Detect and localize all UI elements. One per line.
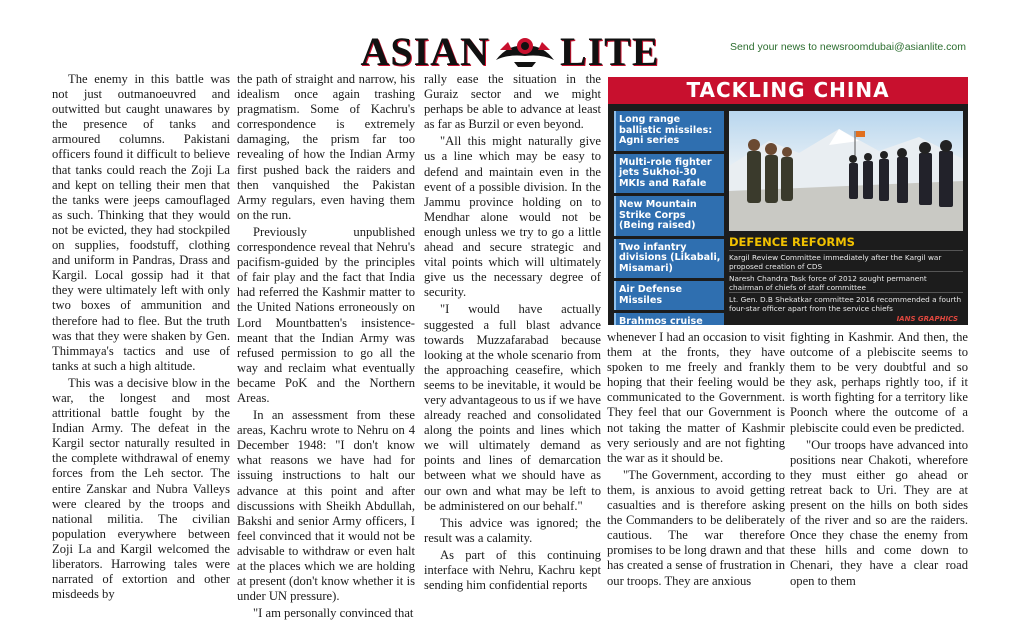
paragraph: The enemy in this battle was not just outmanoeuvred and outwitted but caught unawares by the presence of tanks and armoured columns. Pakistani officers found it difficult to believe that tanks could reach the Zoji La and kept on telling their men that the tanks were jeeps camouflaged as such. Thinking that they would not be evicted, they had stockpiled on supplies, foodstuff, clothing and uniform in Pandras, Drass and Kargil. Local gossip had it that they were ultimately left with only two boxes of ammunition and therefore had to flee. But the truth was that they were shaken by Gen. Thimmaya's tactics and use of tanks at such a high altitude. (52, 72, 230, 373)
reform-item: Naresh Chandra Task force of 2012 sought permanent chairman of chiefs of staff committee (729, 271, 963, 292)
article-column-2 (237, 72, 415, 621)
capability-item: Brahmos cruise (614, 313, 724, 325)
paragraph: "I am personally convinced that (253, 606, 414, 621)
news-submission-tagline[interactable]: Send your news to newsroomdubai@asianlite.com (730, 41, 966, 53)
paragraph: whenever I had an occasion to visit them at the fronts, they have spoken to me freely and frankly hoping that their feeling would be communicated to the Government. They feel that our Government is not taking the matter of Kashmir very seriously and are not fighting the war as it should be. (607, 330, 785, 465)
article-column-5 (790, 330, 968, 589)
soldiers-photo (729, 111, 963, 231)
paragraph: In an assessment from these areas, Kachru wrote to Nehru on 4 December 1948: "I don't know what reasons we have had for issuing instructions to halt our advance at this point and after discussions with Sheikh Abdullah, Bakshi and senior Army officers, I feel convinced that it would not be advisable to withdraw or even halt at the places which we are holding at present (don't know whether it is under UN pressure). (237, 408, 415, 604)
masthead (340, 28, 680, 74)
article-column-3 (424, 72, 601, 593)
paragraph: "All this might naturally give us a line which may be easy to defend and maintain even in the event of a possible division. In the Jammu province holding on to Mendhar alone would not be enough unless we try to go a little ahead and secure strategic and vital points which will ultimately give us the necessary degree of security. (424, 134, 601, 300)
article-column-1 (52, 72, 230, 602)
paragraph: "Our troops have advanced into positions near Chakoti, wherefore they must either go ahead or retreat back to Uri. They are at present on the hills on both sides of the river and so are the raiders. Once they chase the enemy from these hills and come down to Chenari, they have a clear road open to them (790, 437, 968, 588)
paragraph: As part of this continuing interface with Nehru, Kachru kept sending him confidential reports (424, 547, 601, 593)
paragraph: This advice was ignored; the result was a calamity. (424, 515, 601, 545)
graphics-credit: IANS GRAPHICS (896, 315, 958, 323)
capabilities-list (614, 111, 724, 325)
masthead-right-word: LITE (559, 28, 660, 74)
capability-item: Long range ballistic missiles: Agni series (614, 111, 724, 151)
paragraph: rally ease the situation in the Guraiz sector and we might perhaps be able to advance at least as far as Burzil or even beyond. (424, 72, 601, 132)
infographic-title: TACKLING CHINA (608, 77, 968, 104)
mountain-landscape-icon (729, 111, 963, 231)
paragraph: "I would have actually suggested a full blast advance towards Muzzafarabad because looking at the whole scenario from the approaching ceasefire, which seems to be inevitable, it would be very advantageous to us if we have already reached and consolidated along the points and lines which we will ultimately demand as points and lines of demarcation between what we should have as our own and what may be left to be administered on our behalf." (424, 302, 601, 513)
paragraph: This was a decisive blow in the war, the longest and most attritional battle fought by the Indian Army. The defeat in the Kargil sector naturally resulted in the complete withdrawal of enemy forces from the Leh sector. The entire Zanskar and Nubra Valleys were cleared by the troops and national militia. The civilian population everywhere between Zoji La and Kargil welcomed the liberators. Harrowing tales were narrated of extortion and other misdeeds by (52, 375, 230, 602)
capability-item: Multi-role fighter jets Sukhoi-30 MKIs and Rafale (614, 154, 724, 194)
capability-item: New Mountain Strike Corps (Being raised) (614, 196, 724, 236)
capability-item: Air Defense Missiles (614, 281, 724, 310)
paragraph: "The Government, according to them, is anxious to avoid getting casualties and is therefore asking the Commanders to be deliberately cautious. The war therefore promises to be long drawn and that has created a sense of frustration in our troops. They are anxious (607, 467, 785, 588)
tackling-china-infographic (608, 77, 968, 325)
lion-crest-icon (494, 34, 556, 68)
capability-item: Two infantry divisions (Likabali, Misamari) (614, 239, 724, 279)
article-column-4 (607, 330, 785, 589)
paragraph: fighting in Kashmir. And then, the outcome of a plebiscite seems to them to be very doubtful and so they ask, perhaps rightly too, if it is worth fighting for a territory like Poonch where the outcome of a plebiscite could even be predicted. (790, 330, 968, 435)
reform-item: Kargil Review Committee immediately after the Kargil war proposed creation of CDS (729, 250, 963, 271)
defence-reforms-heading: DEFENCE REFORMS (729, 235, 855, 249)
paragraph: the path of straight and narrow, his idealism once again trashing pragmatism. Some of Kachru's correspondence is extremely damaging, the prism far too revealing of how the Indian Army first pushed back the raiders and then vanquished the Pakistan Army regulars, even having them on the run. (237, 72, 415, 222)
reform-item: Lt. Gen. D.B Shekatkar committee 2016 recommended a fourth four-star officer apart from the service chiefs (729, 292, 963, 313)
masthead-left-word: ASIAN (360, 28, 490, 74)
paragraph: Previously unpublished correspondence reveal that Nehru's pacifism-guided by the principles of fair play and the fact that India had referred the Kashmir matter to the United Nations erroneously on Lord Mountbatten's insistence- meant that the Indian Army was refused permission to go all the way and reclaim what eventually became PoK and the Northern Areas. (237, 224, 415, 405)
